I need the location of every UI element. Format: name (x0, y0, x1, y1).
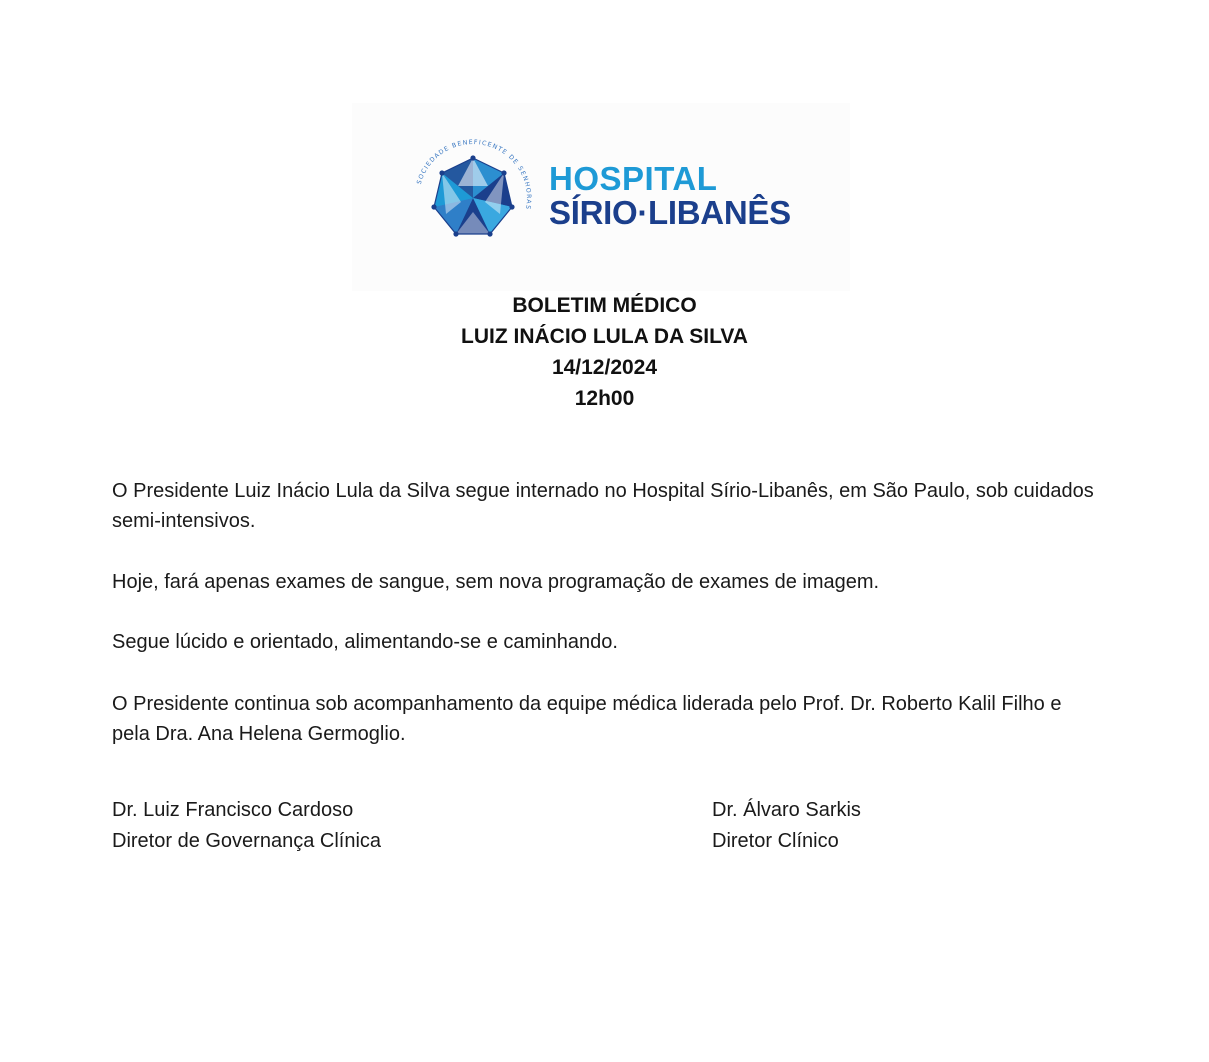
bulletin-title: BOLETIM MÉDICO (512, 294, 697, 317)
signature-block-right (712, 795, 861, 857)
logo-sirio-libanes-word: SÍRIO·LIBANÊS (549, 194, 791, 231)
bulletin-heading (0, 290, 1209, 414)
signature-block-left (112, 795, 381, 857)
bulletin-time: 12h00 (574, 387, 635, 410)
signatory-name: Dr. Álvaro Sarkis (712, 799, 861, 821)
bulletin-date: 14/12/2024 (551, 356, 658, 379)
hospital-emblem-icon (412, 137, 534, 259)
patient-name: LUIZ INÁCIO LULA DA SILVA (461, 325, 748, 348)
signatory-name: Dr. Luiz Francisco Cardoso (112, 799, 354, 821)
signatory-role: Diretor Clínico (712, 830, 839, 852)
paragraph-medical-team: O Presidente continua sob acompanhamento da equipe médica liderada pelo Prof. Dr. Roberto Kalil Filho e pela Dra. Ana Helena Germoglio. (112, 693, 1062, 745)
logo-hospital-word: HOSPITAL (549, 160, 718, 197)
signatory-role: Diretor de Governança Clínica (112, 830, 382, 852)
emblem-ring-text: SOCIEDADE BENEFICENTE DE SENHORAS (415, 138, 533, 211)
paragraph-condition: Segue lúcido e orientado, alimentando-se e caminhando. (112, 631, 618, 653)
paragraph-status: O Presidente Luiz Inácio Lula da Silva segue internado no Hospital Sírio-Libanês, em São Paulo, sob cuidados semi-intensivos. (112, 480, 1094, 532)
paragraph-exams: Hoje, fará apenas exames de sangue, sem nova programação de exames de imagem. (112, 571, 880, 593)
